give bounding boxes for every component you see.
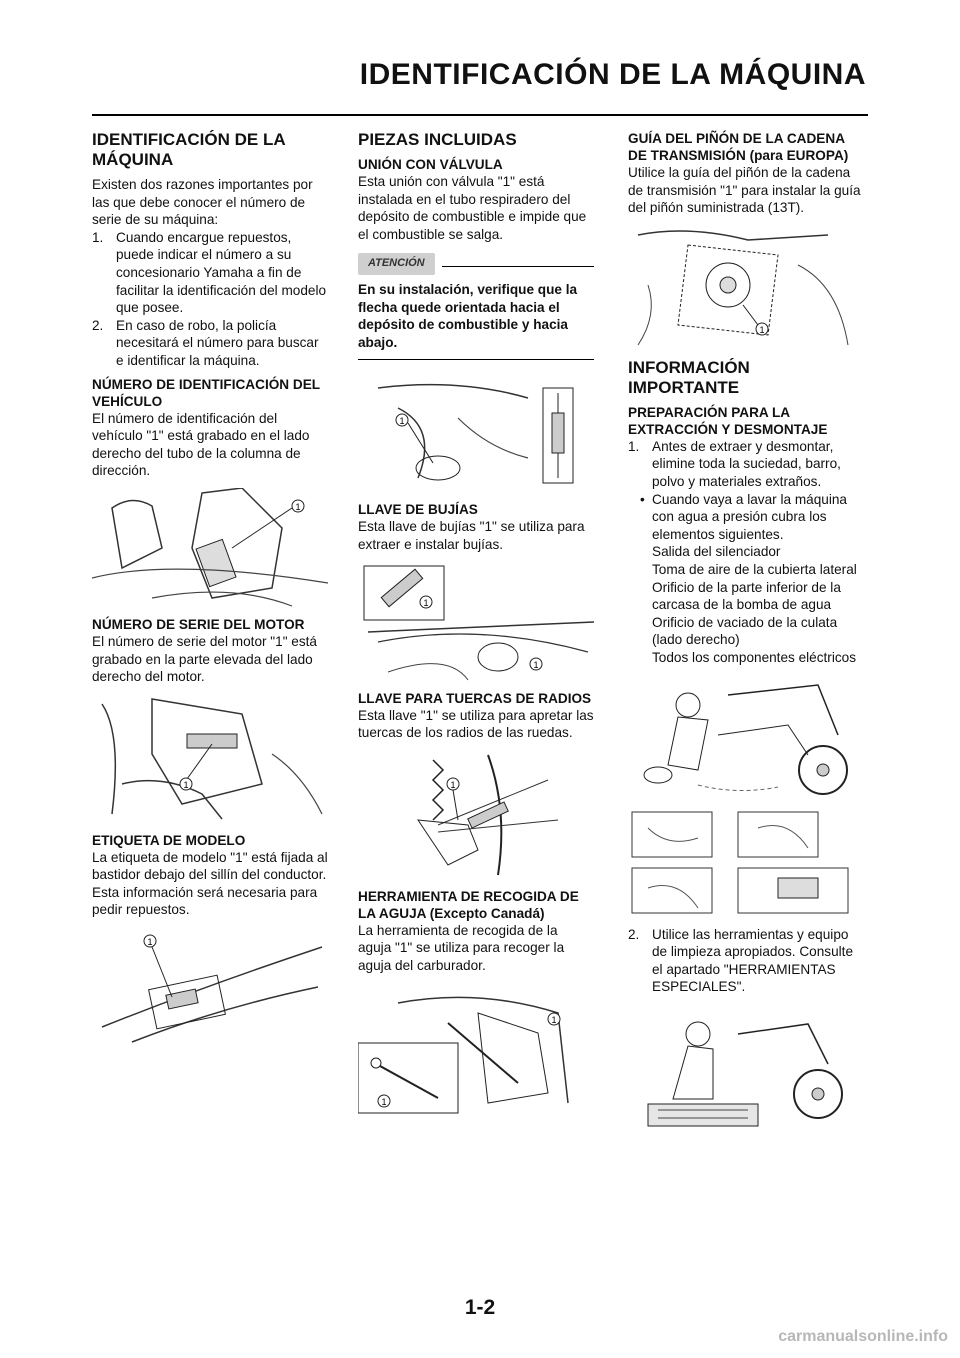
spoke-wrench-figure xyxy=(358,750,594,880)
callout-label: 1 xyxy=(423,597,429,608)
section-heading-identification: IDENTIFICACIÓN DE LA MÁQUINA xyxy=(92,130,285,169)
cover-item: Todos los componentes eléctricos xyxy=(652,649,857,665)
needle-tool-figure xyxy=(358,983,594,1118)
tools-illustration xyxy=(628,1004,864,1134)
page-number: 1-2 xyxy=(464,1296,496,1319)
vin-text: El número de identificación del vehículo "1" está grabado en el lado derecho del tubo de la columna de dirección. xyxy=(92,410,310,479)
callout-label: 1 xyxy=(147,937,153,948)
list-item: 1. Cuando encargue repuestos, puede indicar el número a su concesionario Yamaha a fin de facilitar la identificación del modelo que posee. xyxy=(92,229,327,316)
spoke-wrench-text: Esta llave "1" se utiliza para apretar las tuercas de los radios de las ruedas. xyxy=(358,707,594,741)
spoke-wrench-heading: LLAVE PARA TUERCAS DE RADIOS xyxy=(358,690,592,706)
cover-item: Salida del silenciador xyxy=(652,544,781,560)
model-label-text: La etiqueta de modelo "1" está fijada al bastidor debajo del sillín del conductor. Esta información será necesaria para pedir repuestos. xyxy=(92,849,328,918)
list-item: 2. Utilice las herramientas y equipo de limpieza apropiados. Consulte el apartado "HERRAMIENTAS ESPECIALES". xyxy=(628,926,854,995)
caution-badge: ATENCIÓN xyxy=(358,253,435,275)
sprocket-guide-figure xyxy=(628,225,864,350)
callout-label: 1 xyxy=(399,416,405,427)
cover-item: Toma de aire de la cubierta lateral xyxy=(652,561,857,577)
list-item: 1. Antes de extraer y desmontar, elimine toda la suciedad, barro, polvo y materiales extraños. xyxy=(628,438,841,489)
valve-text: Esta unión con válvula "1" está instalada en el tubo respiradero del depósito de combustible e impide que el combustible se salga. xyxy=(358,174,587,242)
model-label-heading: ETIQUETA DE MODELO xyxy=(92,832,246,848)
cover-item: Orificio de vaciado de la culata (lado derecho) xyxy=(652,614,838,648)
engine-text: El número de serie del motor "1" está grabado en la parte elevada del lado derecho del motor. xyxy=(92,633,317,685)
callout-label: 1 xyxy=(759,324,765,335)
list-item: • Cuando vaya a lavar la máquina con agua a presión cubra los elementos siguientes. xyxy=(640,491,847,542)
valve-heading: UNIÓN CON VÁLVULA xyxy=(358,157,503,172)
cover-item: Orificio de la parte inferior de la carcasa de la bomba de agua xyxy=(652,579,841,613)
section-heading-included-parts: PIEZAS INCLUIDAS xyxy=(358,130,517,149)
needle-tool-heading: HERRAMIENTA DE RECOGIDA DE LA AGUJA (Excepto Canadá) xyxy=(358,888,579,921)
engine-figure xyxy=(92,694,328,824)
watermark: carmanualsonline.info xyxy=(778,1328,948,1345)
column-right xyxy=(628,130,864,1142)
callout-label: 1 xyxy=(551,1014,557,1025)
plug-wrench-heading: LLAVE DE BUJÍAS xyxy=(358,502,478,518)
column-left xyxy=(92,130,328,1065)
caution-rule xyxy=(442,266,594,267)
needle-tool-text: La herramienta de recogida de la aguja "1" se utiliza para recoger la aguja del carburador. xyxy=(358,922,565,973)
covers-illustration xyxy=(628,808,864,918)
callout-label: 1 xyxy=(183,779,189,790)
page-title: IDENTIFICACIÓN DE LA MÁQUINA xyxy=(359,58,866,91)
sprocket-guide-heading: GUÍA DEL PIÑÓN DE LA CADENA DE TRANSMISIÓN (para EUROPA) xyxy=(628,131,849,163)
section-heading-important-info: INFORMACIÓN IMPORTANTE xyxy=(628,357,750,397)
model-label-figure xyxy=(92,927,328,1057)
callout-label: 1 xyxy=(450,779,456,790)
header-rule xyxy=(92,114,868,116)
valve-figure xyxy=(358,368,594,493)
list-item: 2. En caso de robo, la policía necesitará el número para buscar e identificar la máquina. xyxy=(92,317,319,368)
caution-box xyxy=(358,253,594,360)
column-middle xyxy=(358,130,594,1126)
plug-wrench-figure xyxy=(358,562,594,682)
callout-label: 1 xyxy=(381,1096,387,1107)
sprocket-guide-text: Utilice la guía del piñón de la cadena de transmisión "1" para instalar la guía del piñón suministrada (13T). xyxy=(628,165,861,216)
callout-label: 1 xyxy=(533,659,539,670)
caution-text: En su instalación, verifique que la flecha quede orientada hacia el depósito de combustible y hacia abajo. xyxy=(358,281,594,360)
intro-text: Existen dos razones importantes por las que debe conocer el número de serie de su máquina: xyxy=(92,177,313,228)
vin-figure xyxy=(92,488,328,608)
preparation-heading: PREPARACIÓN PARA LA EXTRACCIÓN Y DESMONTAJE xyxy=(628,404,828,437)
engine-heading: NÚMERO DE SERIE DEL MOTOR xyxy=(92,616,305,632)
washing-illustration xyxy=(628,675,864,800)
plug-wrench-text: Esta llave de bujías "1" se utiliza para extraer e instalar bujías. xyxy=(358,519,585,552)
callout-label: 1 xyxy=(295,501,301,512)
vin-heading: NÚMERO DE IDENTIFICACIÓN DEL VEHÍCULO xyxy=(92,376,320,409)
